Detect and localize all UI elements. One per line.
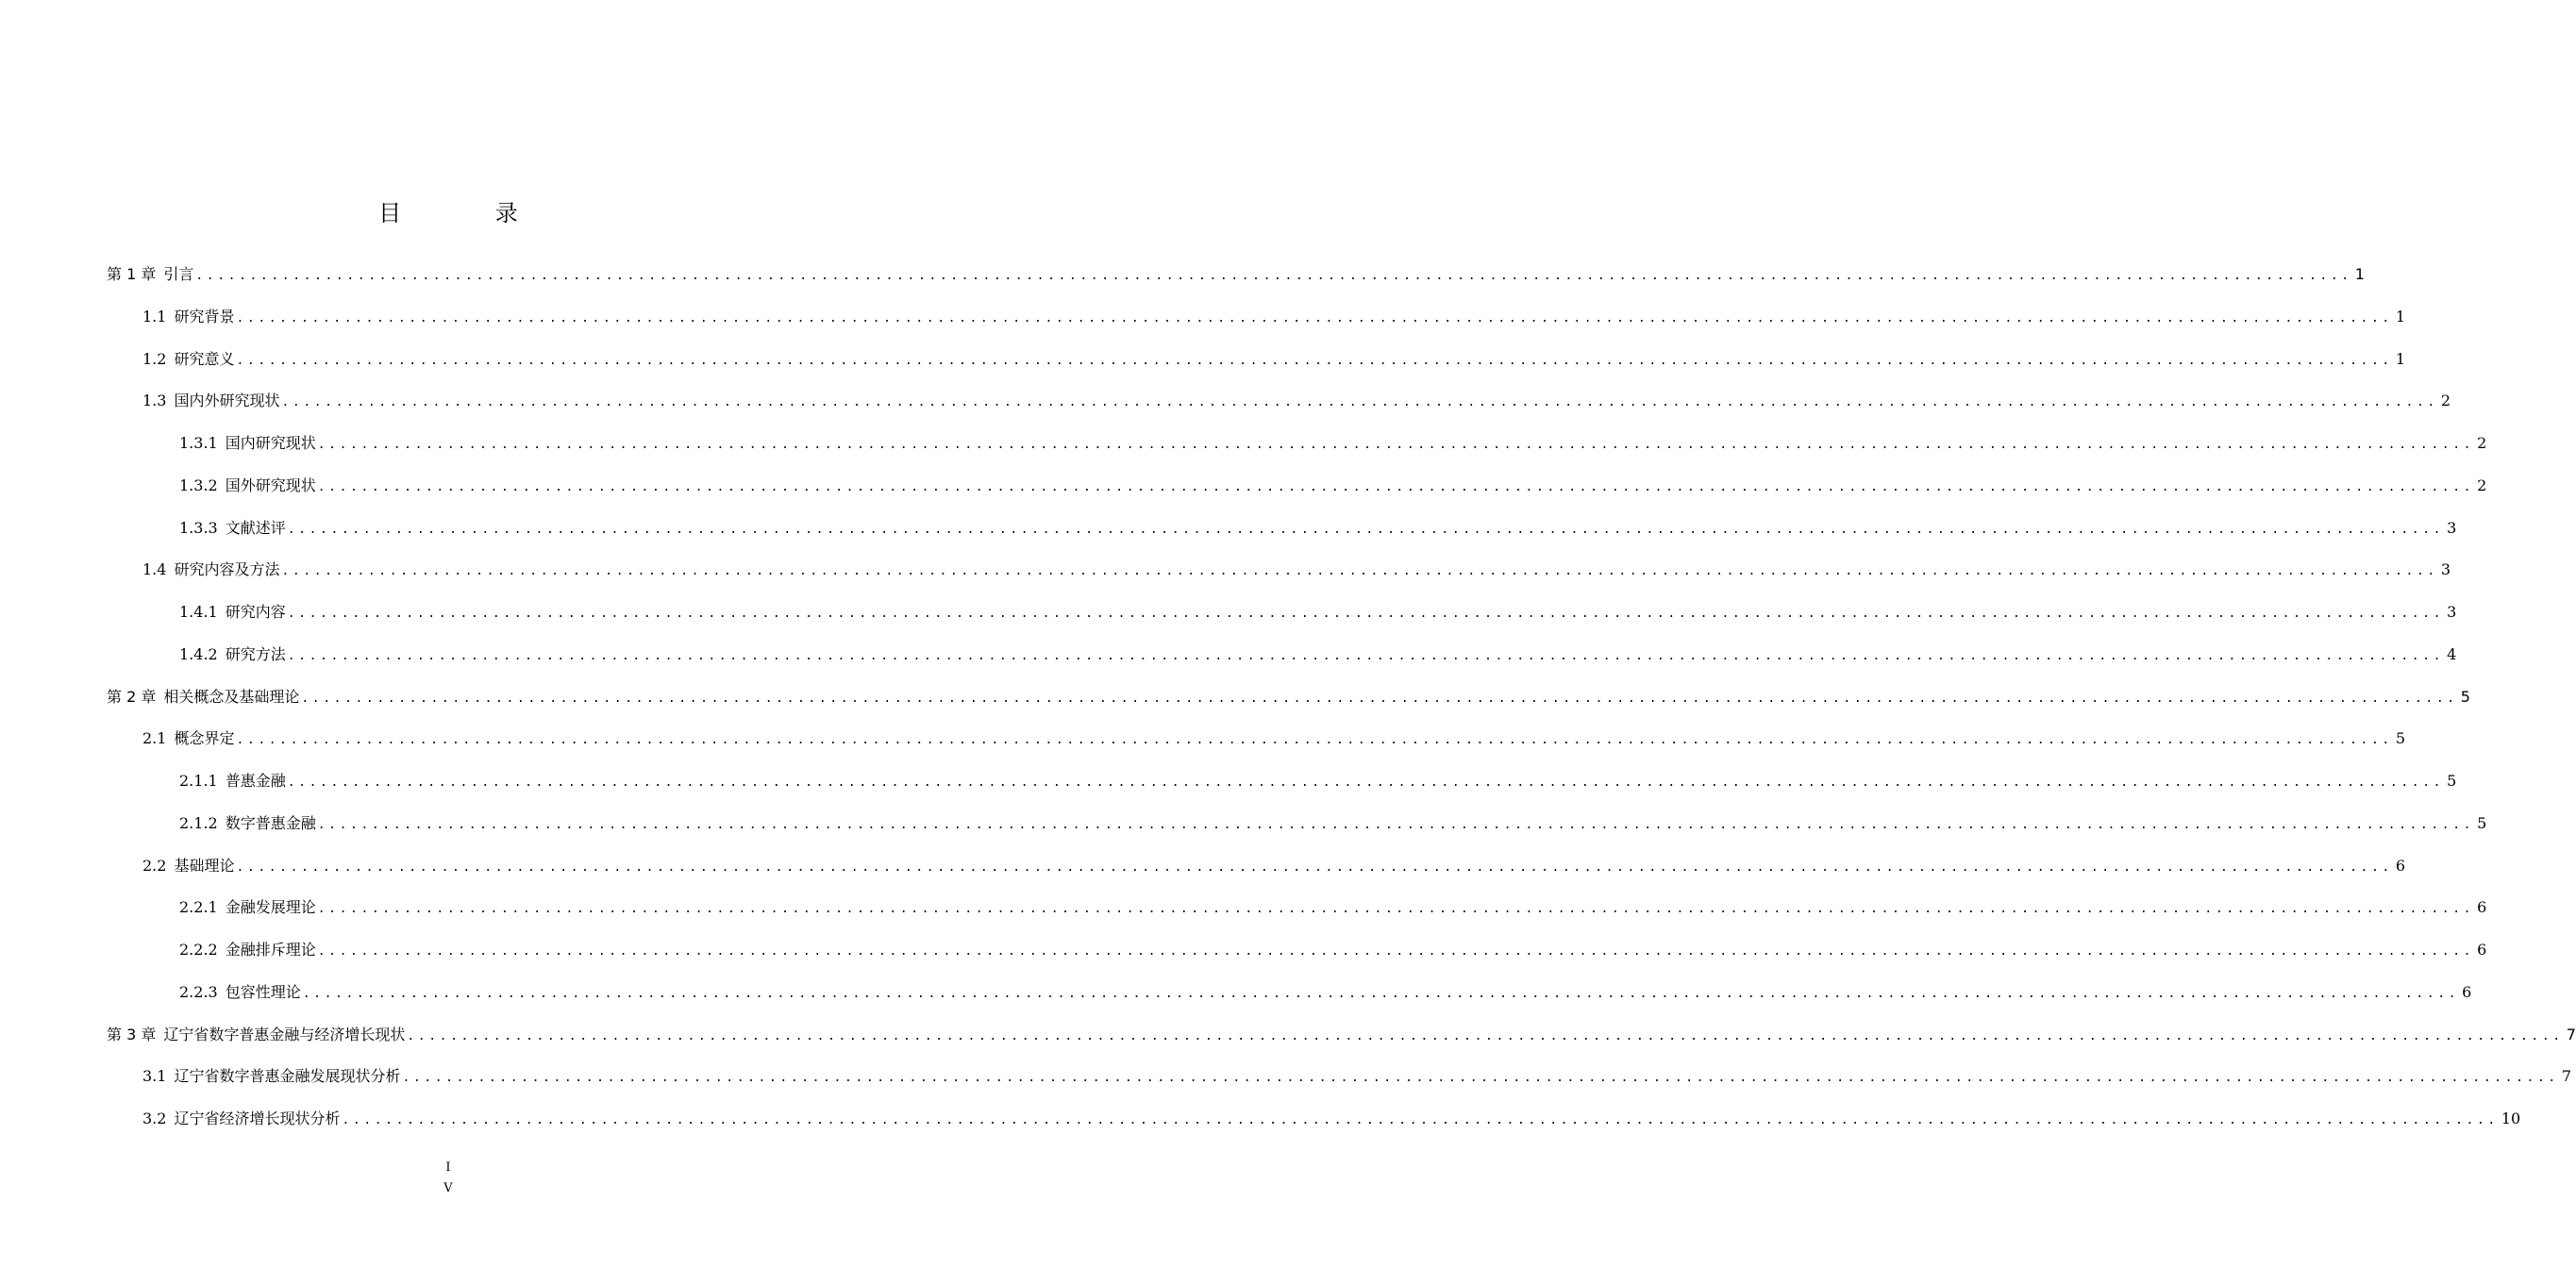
toc-entry-page: 6	[2477, 941, 2487, 959]
toc-dot-leader: ........................................................................................................................................................................................................	[317, 902, 2475, 916]
toc-entry-page: 10	[2501, 1110, 2521, 1127]
toc-entry-number: 第 2 章	[107, 688, 157, 706]
toc-entry-title: 研究方法	[225, 645, 286, 663]
toc-entry-page: 3	[2447, 603, 2457, 621]
toc-entry-title: 研究背景	[174, 308, 235, 325]
toc-entry[interactable]	[179, 767, 2457, 795]
toc-heading: 目 录	[378, 200, 561, 226]
toc-entry-page: 7	[2566, 1026, 2576, 1043]
toc-entry-title: 辽宁省经济增长现状分析	[174, 1110, 341, 1127]
toc-entry[interactable]	[179, 893, 2487, 922]
toc-entry-title: 国外研究现状	[225, 476, 316, 494]
toc-dot-leader: ........................................................................................................................................................................................................	[281, 395, 2438, 409]
toc-entry-number: 3.1	[142, 1067, 167, 1085]
toc-entry-number: 1.4	[142, 560, 167, 578]
toc-dot-leader: ........................................................................................................................................................................................................	[287, 607, 2445, 621]
toc-entry-page: 7	[2561, 1067, 2571, 1085]
page-number-line-2: V	[443, 1181, 453, 1195]
toc-entry-page: 6	[2477, 898, 2487, 916]
toc-entry-page: 1	[2354, 265, 2365, 283]
toc-entry-page: 6	[2462, 983, 2472, 1001]
toc-dot-leader: ........................................................................................................................................................................................................	[317, 438, 2475, 452]
toc-entry[interactable]	[142, 1062, 2571, 1091]
toc-entry-page: 1	[2395, 350, 2405, 368]
toc-dot-leader: ........................................................................................................................................................................................................	[342, 1113, 2499, 1127]
toc-entry-title: 包容性理论	[225, 983, 301, 1001]
toc-entry-title: 辽宁省数字普惠金融发展现状分析	[174, 1067, 401, 1085]
toc-entry-page: 3	[2440, 560, 2451, 578]
toc-entry-page: 2	[2477, 434, 2487, 452]
toc-entry[interactable]	[107, 683, 2470, 711]
toc-entry-number: 2.1.2	[179, 814, 218, 832]
toc-entry[interactable]	[142, 1105, 2521, 1133]
toc-dot-leader: ........................................................................................................................................................................................................	[302, 987, 2460, 1001]
page-number-line-1: I	[445, 1160, 451, 1175]
toc-entry-number: 2.2.1	[179, 898, 218, 916]
toc-dot-leader: ........................................................................................................................................................................................................	[407, 1029, 2564, 1043]
toc-entry[interactable]	[142, 852, 2405, 880]
toc-entry-title: 引言	[163, 265, 194, 283]
toc-entry[interactable]	[179, 978, 2472, 1007]
toc-dot-leader: ........................................................................................................................................................................................................	[236, 354, 2393, 368]
toc-entry-title: 金融排斥理论	[225, 941, 316, 959]
toc-dot-leader: ........................................................................................................................................................................................................	[402, 1071, 2559, 1085]
toc-entry-title: 概念界定	[174, 729, 235, 747]
toc-entry-number: 1.4.1	[179, 603, 218, 621]
toc-entry-number: 1.3.2	[179, 476, 218, 494]
toc-entry-number: 1.3.1	[179, 434, 218, 452]
toc-entry[interactable]	[179, 641, 2457, 669]
toc-entry-title: 相关概念及基础理论	[163, 688, 300, 706]
toc-entry[interactable]	[179, 429, 2487, 458]
toc-entry-number: 1.3.3	[179, 519, 218, 537]
toc-dot-leader: ........................................................................................................................................................................................................	[317, 944, 2475, 959]
toc-entry[interactable]	[179, 936, 2487, 964]
toc-entry-page: 2	[2440, 392, 2451, 409]
toc-entry-number: 2.2.3	[179, 983, 218, 1001]
toc-dot-leader: ........................................................................................................................................................................................................	[301, 692, 2458, 706]
toc-entry[interactable]	[142, 303, 2405, 331]
toc-entry-title: 金融发展理论	[225, 898, 316, 916]
toc-entry[interactable]	[179, 598, 2457, 626]
toc-entry-number: 1.3	[142, 392, 167, 409]
toc-entry[interactable]	[142, 387, 2451, 415]
toc-entry-number: 1.4.2	[179, 645, 218, 663]
toc-entry-page: 5	[2447, 772, 2457, 790]
toc-entry-title: 基础理论	[174, 857, 235, 875]
toc-dot-leader: ........................................................................................................................................................................................................	[317, 818, 2475, 832]
toc-entry[interactable]	[107, 260, 2365, 289]
toc-entry[interactable]	[107, 1021, 2576, 1049]
toc-dot-leader: ........................................................................................................................................................................................................	[236, 860, 2393, 875]
toc-entry[interactable]	[142, 556, 2451, 584]
toc-entry[interactable]	[142, 725, 2405, 753]
toc-entry[interactable]	[142, 345, 2405, 374]
toc-dot-leader: ........................................................................................................................................................................................................	[236, 733, 2393, 747]
toc-dot-leader: ........................................................................................................................................................................................................	[195, 269, 2352, 283]
toc-entry-title: 研究意义	[174, 350, 235, 368]
toc-entry-page: 5	[2477, 814, 2487, 832]
toc-dot-leader: ........................................................................................................................................................................................................	[236, 311, 2393, 325]
toc-entry-page: 5	[2395, 729, 2405, 747]
toc-entry-title: 研究内容	[225, 603, 286, 621]
toc-entry-title: 国内外研究现状	[174, 392, 280, 409]
toc-dot-leader: ........................................................................................................................................................................................................	[287, 776, 2445, 790]
toc-entry-page: 2	[2477, 476, 2487, 494]
toc-entry-page: 5	[2460, 688, 2470, 706]
toc-entry-title: 国内研究现状	[225, 434, 316, 452]
toc-entry-number: 2.1.1	[179, 772, 218, 790]
toc-entry-title: 文献述评	[225, 519, 286, 537]
toc-entry-page: 3	[2447, 519, 2457, 537]
toc-entry-number: 第 3 章	[107, 1026, 157, 1043]
toc-entry-number: 3.2	[142, 1110, 167, 1127]
toc-entry[interactable]	[179, 514, 2457, 542]
toc-entry-number: 2.1	[142, 729, 167, 747]
toc-dot-leader: ........................................................................................................................................................................................................	[317, 480, 2475, 494]
toc-entry-number: 1.2	[142, 350, 167, 368]
toc-entry-page: 1	[2395, 308, 2405, 325]
toc-entry-number: 2.2	[142, 857, 167, 875]
toc-entry-title: 辽宁省数字普惠金融与经济增长现状	[163, 1026, 406, 1043]
toc-entry[interactable]	[179, 472, 2487, 500]
toc-dot-leader: ........................................................................................................................................................................................................	[287, 523, 2445, 537]
toc-entry-number: 2.2.2	[179, 941, 218, 959]
toc-dot-leader: ........................................................................................................................................................................................................	[281, 564, 2438, 578]
toc-dot-leader: ........................................................................................................................................................................................................	[287, 649, 2445, 663]
toc-entry-title: 数字普惠金融	[225, 814, 316, 832]
toc-entry-page: 6	[2395, 857, 2405, 875]
toc-entry[interactable]	[179, 809, 2487, 838]
toc-entry-title: 普惠金融	[225, 772, 286, 790]
toc-entry-page: 4	[2447, 645, 2457, 663]
toc-entry-number: 1.1	[142, 308, 167, 325]
toc-entry-title: 研究内容及方法	[174, 560, 280, 578]
toc-entry-number: 第 1 章	[107, 265, 157, 283]
